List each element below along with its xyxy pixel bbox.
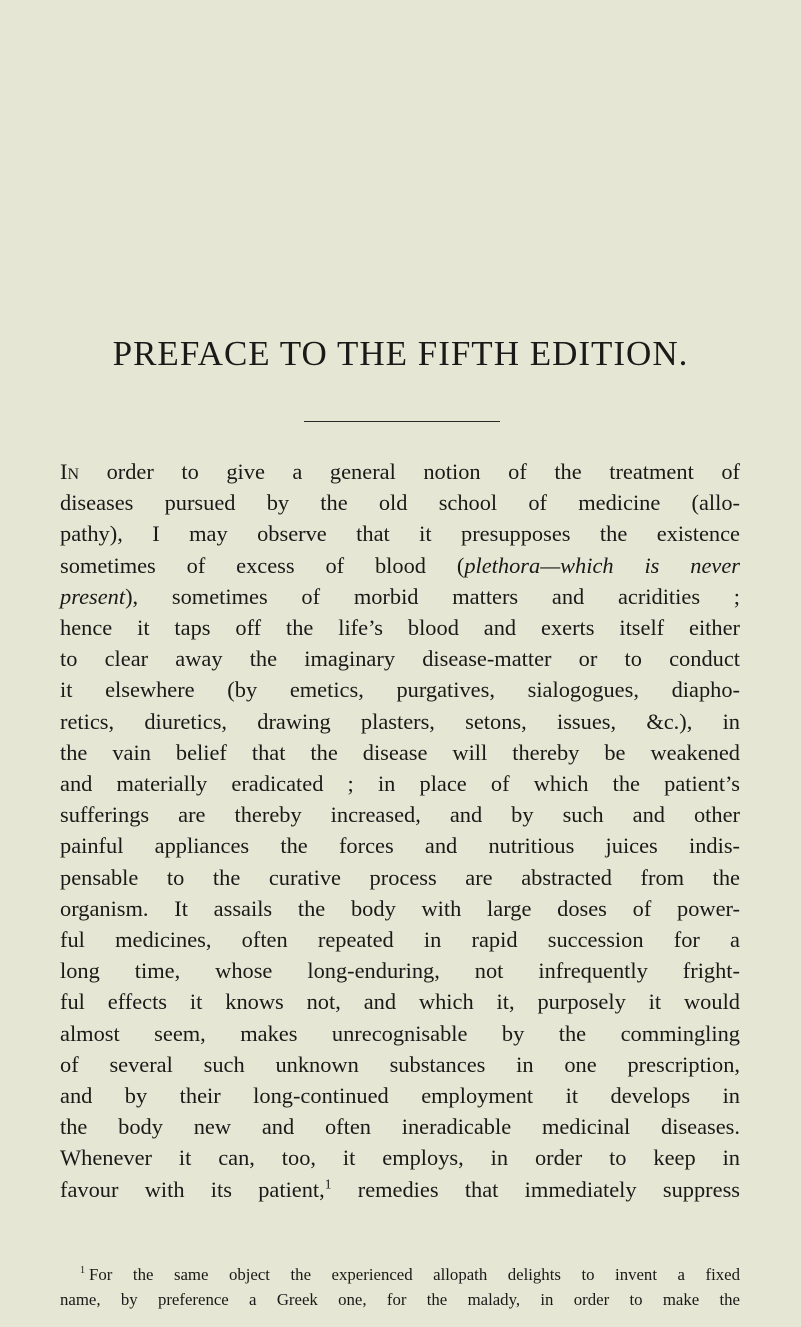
heading-rule — [304, 421, 500, 422]
footnote-line-2: name, by preference a Greek one, for the malady, in order to make the — [60, 1290, 740, 1309]
italic-phrase-plethora: plethora—which is never — [464, 552, 740, 578]
body-line-24 — [60, 1174, 740, 1205]
footnote-line-1-text: For the same object the experienced allopath delights to invent a fixed — [89, 1265, 740, 1284]
body-line-19: almost seem, makes unrecognisable by the commingling — [60, 1020, 740, 1046]
body-line-12: sufferings are thereby increased, and by such and other — [60, 802, 740, 828]
italic-phrase-present: present — [60, 583, 126, 609]
lead-small-caps: In — [60, 459, 80, 484]
last-line-after-mark: remedies that immediately suppress — [331, 1176, 740, 1202]
body-line-23: Whenever it can, too, it employs, in order to keep in — [60, 1145, 740, 1171]
line-4-start: sometimes of excess of blood ( — [60, 552, 465, 578]
body-line-18: ful effects it knows not, and which it, purposely it would — [60, 989, 740, 1015]
line-1-rest: order to give a general notion of the treatment of — [79, 459, 740, 484]
body-line-11: and materially eradicated ; in place of which the patient’s — [60, 771, 740, 797]
body-line-8: it elsewhere (by emetics, purgatives, sialogogues, diapho- — [60, 677, 740, 703]
body-line-20: of several such unknown substances in one prescription, — [60, 1051, 740, 1077]
footnote-marker: 1 — [80, 1265, 86, 1277]
body-line-2: diseases pursued by the old school of medicine (allo- — [60, 490, 740, 516]
body-line-16: ful medicines, often repeated in rapid succession for a — [60, 927, 740, 953]
body-paragraph — [60, 456, 740, 1205]
body-line-5 — [60, 581, 740, 612]
body-line-17: long time, whose long-enduring, not infrequently fright- — [60, 958, 740, 984]
body-line-9: retics, diuretics, drawing plasters, setons, issues, &c.), in — [60, 708, 740, 734]
footnote-reference: 1 — [324, 1176, 332, 1192]
line-5-rest: ), sometimes of morbid matters and acridities ; — [125, 583, 740, 609]
body-line-3: pathy), I may observe that it presupposes the existence — [60, 521, 740, 547]
last-line-before-mark: favour with its patient, — [60, 1176, 325, 1202]
body-line-21: and by their long-continued employment it develops in — [60, 1083, 740, 1109]
footnote-line-1 — [60, 1262, 740, 1287]
body-line-14: pensable to the curative process are abstracted from the — [60, 864, 740, 890]
body-line-1 — [60, 456, 740, 487]
body-line-6: hence it taps off the life’s blood and exerts itself either — [60, 615, 740, 641]
body-line-7: to clear away the imaginary disease-matter or to conduct — [60, 646, 740, 672]
body-line-4 — [60, 550, 740, 581]
page-heading: PREFACE TO THE FIFTH EDITION. — [112, 334, 689, 373]
body-line-15: organism. It assails the body with large doses of power- — [60, 895, 740, 921]
footnote — [60, 1262, 740, 1312]
body-line-10: the vain belief that the disease will thereby be weakened — [60, 739, 740, 765]
body-line-13: painful appliances the forces and nutritious juices indis- — [60, 833, 740, 859]
body-line-22: the body new and often ineradicable medicinal diseases. — [60, 1114, 740, 1140]
